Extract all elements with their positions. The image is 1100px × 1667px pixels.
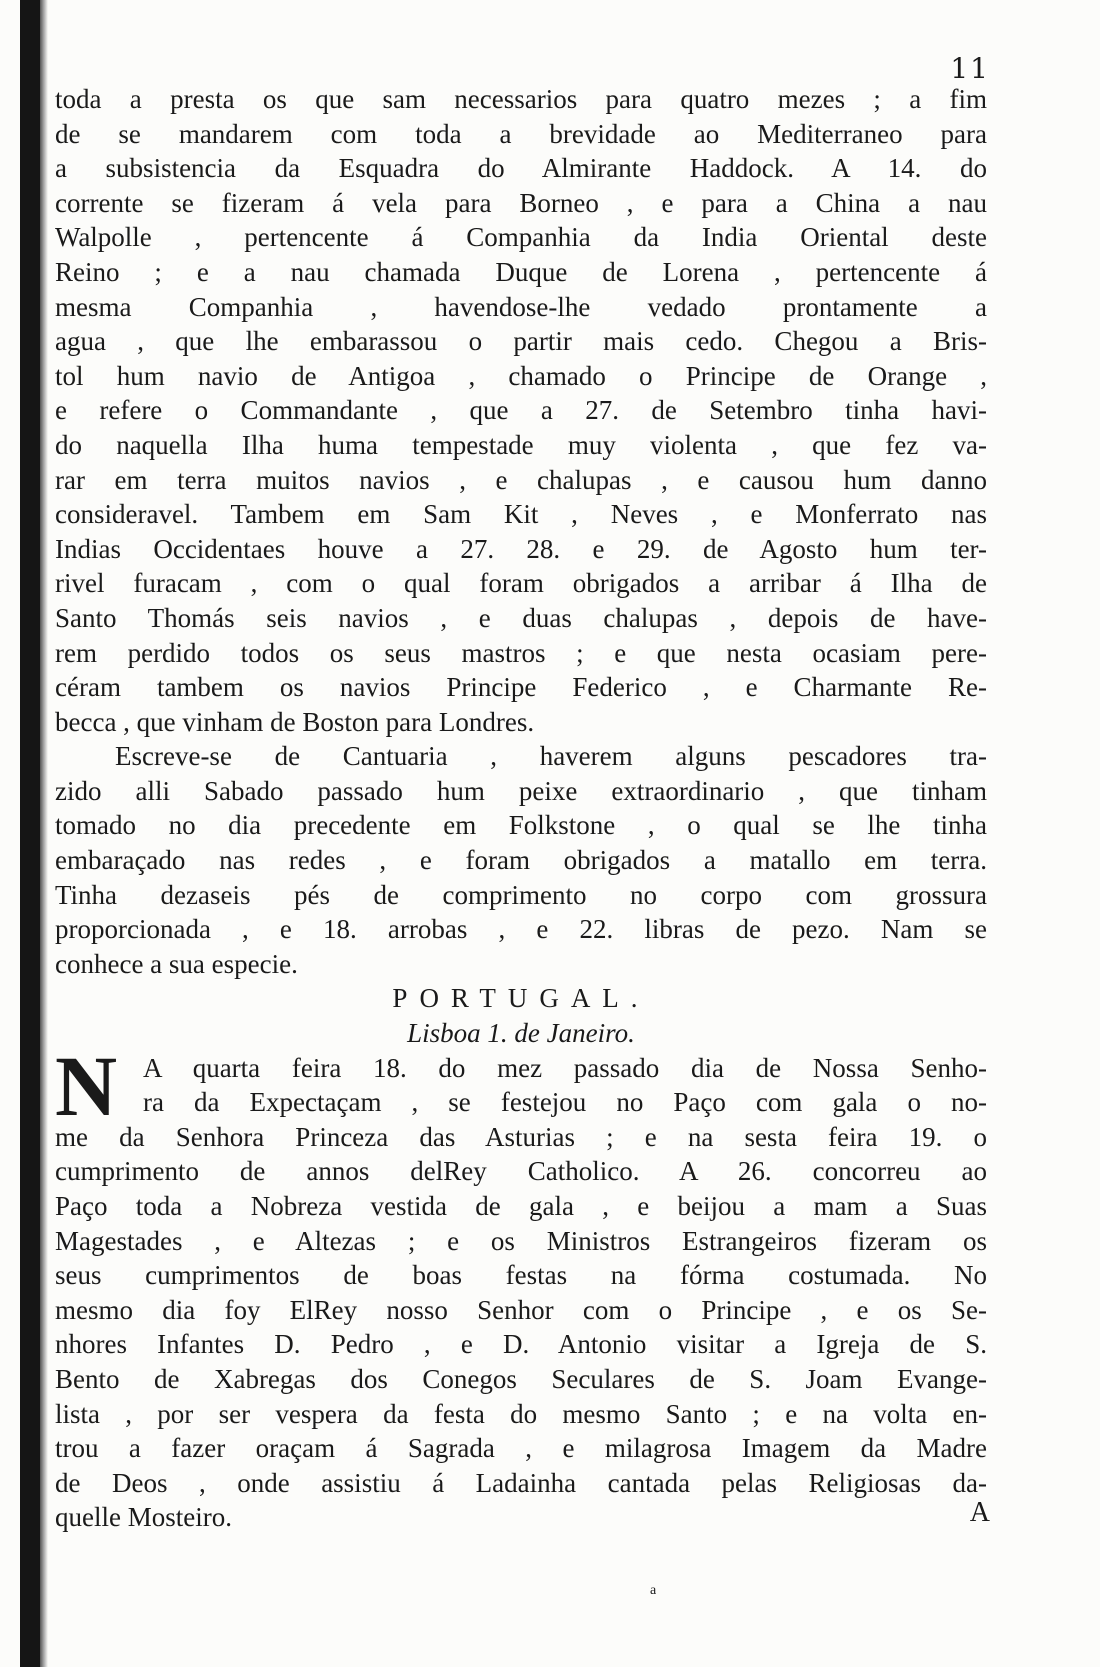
text-line: trou a fazer oraçam á Sagrada , e milagrosa Imagem da Madre	[55, 1433, 987, 1464]
binding-shadow	[20, 0, 40, 1667]
text-line: embaraçado nas redes , e foram obrigados a matallo em terra.	[55, 845, 987, 876]
text-line: proporcionada , e 18. arrobas , e 22. libras de pezo. Nam se	[55, 914, 987, 945]
article-text	[55, 82, 987, 1535]
text-line: Escreve-se de Cantuaria , haverem alguns pescadores tra-	[115, 741, 987, 772]
text-line: céram tambem os navios Principe Federico , e Charmante Re-	[55, 672, 987, 703]
text-line: Walpolle , pertencente á Companhia da India Oriental deste	[55, 222, 987, 253]
text-line: de se mandarem com toda a brevidade ao Mediterraneo para	[55, 118, 987, 149]
text-line: e refere o Commandante , que a 27. de Setembro tinha havi-	[55, 395, 987, 426]
footer-mark: a	[650, 1583, 657, 1598]
text-line: rar em terra muitos navios , e chalupas , e causou hum danno	[55, 464, 987, 495]
text-line: rem perdido todos os seus mastros ; e que nesta ocasiam pere-	[55, 637, 987, 668]
text-line: Paço toda a Nobreza vestida de gala , e beijou a mam a Suas	[55, 1191, 987, 1221]
text-line: lista , por ser vespera da festa do mesmo Santo ; e na volta en-	[55, 1398, 987, 1429]
text-line: quelle Mosteiro.	[55, 1502, 232, 1533]
dropcap-paragraph	[55, 1037, 987, 1134]
text-line: zido alli Sabado passado hum peixe extraordinario , que tinham	[55, 775, 987, 806]
text-line: de Deos , onde assistiu á Ladainha cantada pelas Religiosas da-	[55, 1467, 987, 1498]
page-number: 11	[950, 52, 990, 85]
text-line: seus cumprimentos de boas festas na fórma costumada. No	[55, 1260, 987, 1291]
text-line: mesmo dia foy ElRey nosso Senhor com o Principe , e os Se-	[55, 1294, 987, 1325]
text-line: consideravel. Tambem em Sam Kit , Neves , e Monferrato nas	[55, 499, 987, 530]
text-line: agua , que lhe embarassou o partir mais cedo. Chegou a Bris-	[55, 326, 987, 357]
text-line: tomado no dia precedente em Folkstone , o qual se lhe tinha	[55, 810, 987, 841]
catchword: A	[969, 1497, 990, 1528]
text-line: Magestades , e Altezas ; e os Ministros Estrangeiros fizeram os	[55, 1225, 987, 1256]
text-line: Santo Thomás seis navios , e duas chalupas , depois de have-	[55, 602, 987, 633]
text-line: nhores Infantes D. Pedro , e D. Antonio visitar a Igreja de S.	[55, 1329, 987, 1360]
text-line: Tinha dezaseis pés de comprimento no corpo com grossura	[55, 879, 987, 910]
text-line: becca , que vinham de Boston para Londres.	[55, 706, 535, 737]
text-line: mesma Companhia , havendose-lhe vedado prontamente a	[55, 291, 987, 322]
text-line: toda a presta os que sam necessarios para quatro mezes ; a fim	[55, 84, 987, 114]
text-line: A quarta feira 18. do mez passado dia de Nossa Senho-	[143, 1052, 987, 1083]
drop-capital: N	[55, 1037, 118, 1134]
section-heading-country: PORTUGAL.	[392, 983, 650, 1014]
text-line: tol hum navio de Antigoa , chamado o Principe de Orange ,	[55, 360, 987, 391]
text-line: do naquella Ilha huma tempestade muy violenta , que fez va-	[55, 429, 987, 460]
text-line: conhece a sua especie.	[55, 948, 298, 979]
text-line: corrente se fizeram á vela para Borneo , e para a China a nau	[55, 187, 987, 218]
text-line: me da Senhora Princeza das Asturias ; e na sesta feira 19. o	[55, 1121, 987, 1152]
text-line: Reino ; e a nau chamada Duque de Lorena , pertencente á	[55, 256, 987, 287]
binding-edge	[40, 0, 48, 1667]
text-line: a subsistencia da Esquadra do Almirante Haddock. A 14. do	[55, 153, 987, 184]
text-line: cumprimento de annos delRey Catholico. A 26. concorreu ao	[55, 1156, 987, 1187]
text-line: rivel furacam , com o qual foram obrigados a arribar á Ilha de	[55, 568, 987, 599]
text-line: Bento de Xabregas dos Conegos Seculares de S. Joam Evange-	[55, 1363, 987, 1394]
text-line: ra da Expectaçam , se festejou no Paço com gala o no-	[143, 1087, 987, 1118]
section-heading-dateline: Lisboa 1. de Janeiro.	[407, 1018, 635, 1049]
text-line: Indias Occidentaes houve a 27. 28. e 29. de Agosto hum ter-	[55, 533, 987, 564]
